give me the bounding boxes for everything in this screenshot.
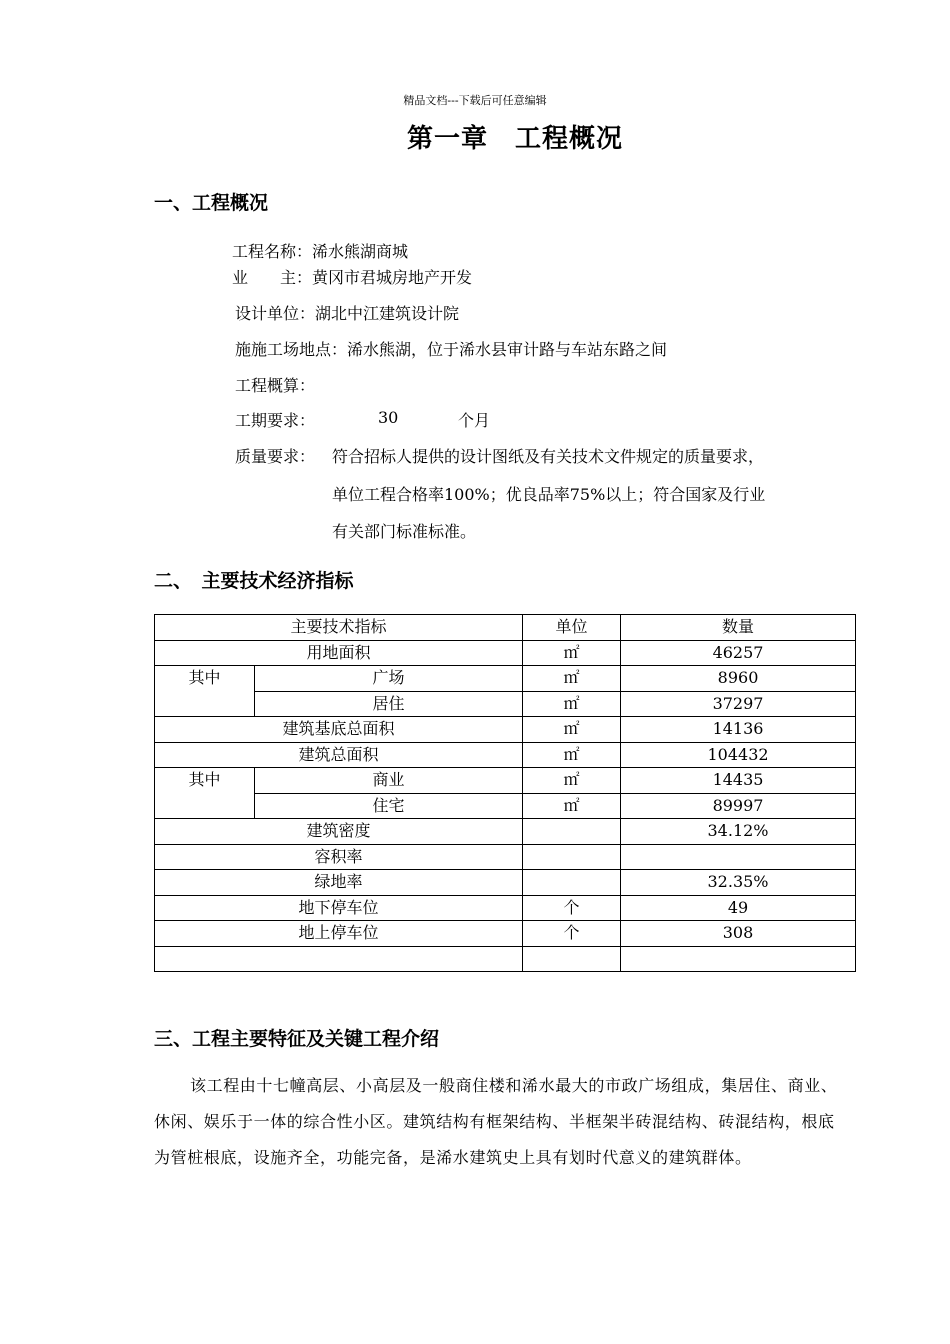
row-unit: ㎡ <box>523 717 621 743</box>
row-value: 46257 <box>621 640 856 666</box>
table-row <box>155 666 856 692</box>
table-row <box>155 895 856 921</box>
period-unit: 个月 <box>458 411 491 430</box>
table-row <box>155 870 856 896</box>
empty-cell <box>155 946 523 972</box>
row-value: 8960 <box>621 666 856 692</box>
section-heading-indicators: 二、 主要技术经济指标 <box>154 570 354 592</box>
site-value: 浠水熊湖，位于浠水县审计路与车站东路之间 <box>347 340 668 359</box>
table-header-row <box>155 615 856 641</box>
row-name: 建筑总面积 <box>155 742 523 768</box>
designer-line <box>235 301 459 324</box>
row-value: 32.35% <box>621 870 856 896</box>
indicators-table <box>154 614 856 972</box>
row-name: 商业 <box>255 768 523 794</box>
budget-label: 工程概算： <box>235 376 316 395</box>
quality-line-3: 有关部门标准标准。 <box>332 522 477 541</box>
designer-label: 设计单位： <box>235 304 316 323</box>
table-row-empty <box>155 946 856 972</box>
row-name: 广场 <box>255 666 523 692</box>
table-row <box>155 717 856 743</box>
designer-value: 湖北中江建筑设计院 <box>315 304 460 323</box>
row-name: 建筑基底总面积 <box>155 717 523 743</box>
row-name: 地下停车位 <box>155 895 523 921</box>
row-value: 104432 <box>621 742 856 768</box>
table-row <box>155 640 856 666</box>
row-value: 37297 <box>621 691 856 717</box>
quality-line-2: 单位工程合格率100%；优良品率75%以上；符合国家及行业 <box>332 485 766 504</box>
site-line <box>235 337 667 360</box>
period-label: 工期要求： <box>235 411 316 430</box>
owner-label: 业 主： <box>232 268 313 287</box>
row-unit: 个 <box>523 921 621 947</box>
header-unit: 单位 <box>523 615 621 641</box>
row-unit <box>523 870 621 896</box>
table-row <box>155 819 856 845</box>
table-row <box>155 742 856 768</box>
row-name: 绿地率 <box>155 870 523 896</box>
row-unit <box>523 819 621 845</box>
row-unit: ㎡ <box>523 691 621 717</box>
section-heading-overview: 一、工程概况 <box>154 192 269 214</box>
row-name: 容积率 <box>155 844 523 870</box>
owner-line <box>232 265 472 288</box>
row-unit: ㎡ <box>523 742 621 768</box>
chapter-title: 第一章 工程概况 <box>406 124 623 154</box>
row-value: 308 <box>621 921 856 947</box>
row-value: 14435 <box>621 768 856 794</box>
table-row <box>155 768 856 794</box>
empty-cell <box>523 946 621 972</box>
project-name-label: 工程名称： <box>232 242 313 261</box>
group-label: 其中 <box>155 666 255 717</box>
row-value: 89997 <box>621 793 856 819</box>
row-name: 建筑密度 <box>155 819 523 845</box>
header-quantity: 数量 <box>621 615 856 641</box>
header-indicator: 主要技术指标 <box>155 615 523 641</box>
row-unit: 个 <box>523 895 621 921</box>
table-row <box>155 921 856 947</box>
features-paragraph: 该工程由十七幢高层、小高层及一般商住楼和浠水最大的市政广场组成，集居住、商业、休闲、娱乐于一体的综合性小区。建筑结构有框架结构、半框架半砖混结构、砖混结构，根底为管桩根底，设施齐全，功能完备，是浠水建筑史上具有划时代意义的建筑群体。 <box>154 1076 838 1167</box>
project-name-line <box>232 239 408 262</box>
owner-value: 黄冈市君城房地产开发 <box>312 268 473 287</box>
row-name: 用地面积 <box>155 640 523 666</box>
section-heading-features: 三、工程主要特征及关键工程介绍 <box>154 1028 440 1050</box>
row-name: 住宅 <box>255 793 523 819</box>
row-name: 居住 <box>255 691 523 717</box>
quality-line-1: 符合招标人提供的设计图纸及有关技术文件规定的质量要求， <box>332 447 765 466</box>
row-value: 34.12% <box>621 819 856 845</box>
row-unit: ㎡ <box>523 666 621 692</box>
period-value: 30 <box>378 408 399 427</box>
row-unit <box>523 844 621 870</box>
watermark-text: 精品文档---下载后可任意编辑 <box>403 94 547 107</box>
row-name: 地上停车位 <box>155 921 523 947</box>
empty-cell <box>621 946 856 972</box>
site-label: 施施工场地点： <box>235 340 348 359</box>
row-value: 49 <box>621 895 856 921</box>
row-value: 14136 <box>621 717 856 743</box>
project-name-value: 浠水熊湖商城 <box>312 242 409 261</box>
group-label: 其中 <box>155 768 255 819</box>
row-unit: ㎡ <box>523 793 621 819</box>
table-row <box>155 844 856 870</box>
table-row <box>155 691 856 717</box>
row-value <box>621 844 856 870</box>
row-unit: ㎡ <box>523 768 621 794</box>
quality-label: 质量要求： <box>235 447 316 466</box>
budget-line <box>235 373 315 396</box>
table-row <box>155 793 856 819</box>
row-unit: ㎡ <box>523 640 621 666</box>
